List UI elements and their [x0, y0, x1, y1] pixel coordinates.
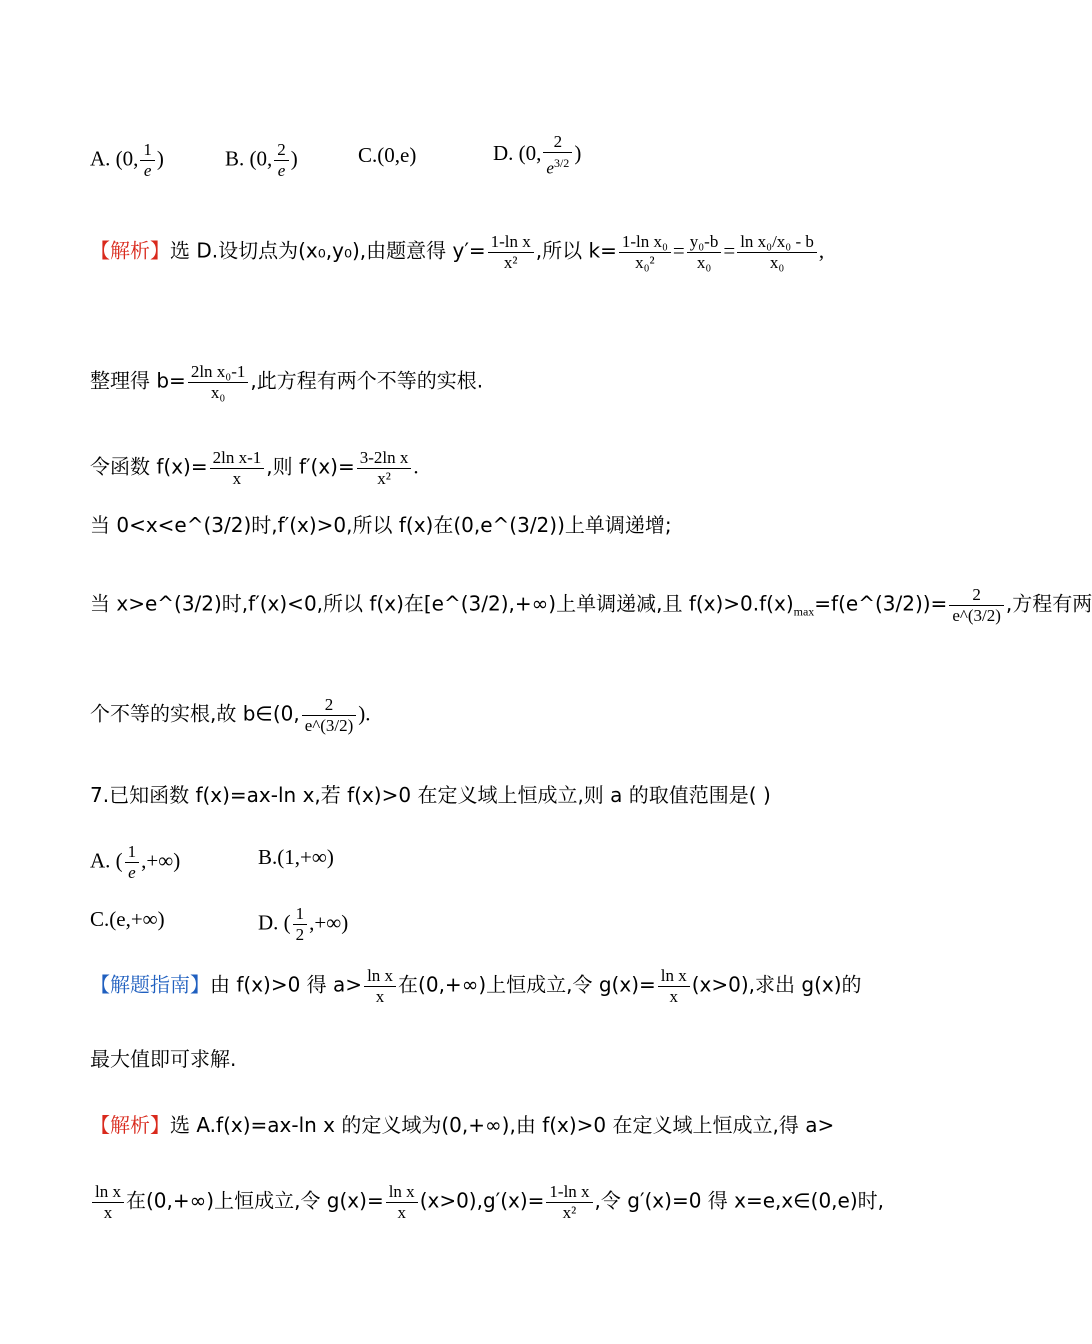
solution6-line3: 令函数 f(x)= $\frac{\text{2ln x-1}}{x}$ ,则 f′(x)= $\frac{\text{3-2ln x}}{\text{x²}}$ . — [90, 448, 419, 488]
q7-option-b: B.(1,+∞) — [258, 845, 334, 869]
guide7-line2: 最大值即可求解. — [90, 1047, 237, 1071]
solution6-line4: 当 0<x<e^(3/2)时,f′(x)>0,所以 f(x)在(0,e^(3/2))上单调递增; — [90, 513, 672, 537]
solution7-line1: 【解析】选 A.f(x)=ax-ln x 的定义域为(0,+∞),由 f(x)>0 在定义域上恒成立,得 a> — [90, 1113, 835, 1137]
guide-tag: 【解题指南】 — [90, 972, 210, 997]
q7-option-a: A. ( $\frac{1}{e}$ ,+∞) — [90, 842, 181, 882]
solution6-line2: 整理得 b= $\frac{\text{2ln x₀-1}}{\text{x₀}}$ ,此方程有两个不等的实根. — [90, 362, 484, 402]
q7-stem: 7.已知函数 f(x)=ax-ln x,若 f(x)>0 在定义域上恒成立,则 a 的取值范围是( ) — [90, 783, 771, 807]
q6-option-d: D. (0, $\frac{2}{e^{3/2}}$ ) — [493, 132, 582, 178]
guide7-line1: 【解题指南】由 f(x)>0 得 a> $\frac{\text{ln x}}{x}$ 在(0,+∞)上恒成立,令 g(x)= $\frac{\text{ln x}}{x}$ (x>0),求出 g(x)的 — [90, 966, 862, 1006]
solution6-line1: 【解析】选 D.设切点为(x₀,y₀),由题意得 y′= $\frac{\text{1-ln x}}{\text{x²}}$ ,所以 k= $\frac{\text{1-ln x₀}}{\text{x₀²}}$ = $\frac{\text{y₀-b}}{\text{x₀}}$ = $\frac{\text{ln x₀/x₀ - b}}{\text{x₀}}$ , — [90, 232, 825, 272]
solution7-line2: $\frac{\text{ln x}}{x}$ 在(0,+∞)上恒成立,令 g(x)= $\frac{\text{ln x}}{x}$ (x>0),g′(x)= $\frac{\text{1-ln x}}{\text{x²}}$ ,令 g′(x)=0 得 x=e,x∈(0,e)时, — [90, 1182, 884, 1223]
solution-tag: 【解析】 — [90, 1113, 170, 1137]
q6-option-a: A. (0, $\frac{1}{e}$ ) — [90, 140, 164, 180]
solution-tag: 【解析】 — [90, 238, 170, 263]
q7-option-d: D. ( $\frac{1}{2}$ ,+∞) — [258, 904, 349, 944]
solution6-line5: 当 x>e^(3/2)时,f′(x)<0,所以 f(x)在[e^(3/2),+∞)上单调递减,且 $f(x)>0.f(x)_{max}=f(e\^{}(3/2))=$ $\frac{2}{e\^{}(3/2)}$ ,方程有两 — [90, 585, 1092, 625]
q6-option-c: C.(0,e) — [358, 143, 417, 167]
solution6-line6: 个不等的实根,故 b∈(0, $\frac{2}{e\^{}(3/2)}$ ). — [90, 695, 371, 735]
q7-option-c: C.(e,+∞) — [90, 907, 165, 931]
q6-option-b: B. (0, $\frac{2}{e}$ ) — [225, 140, 298, 180]
